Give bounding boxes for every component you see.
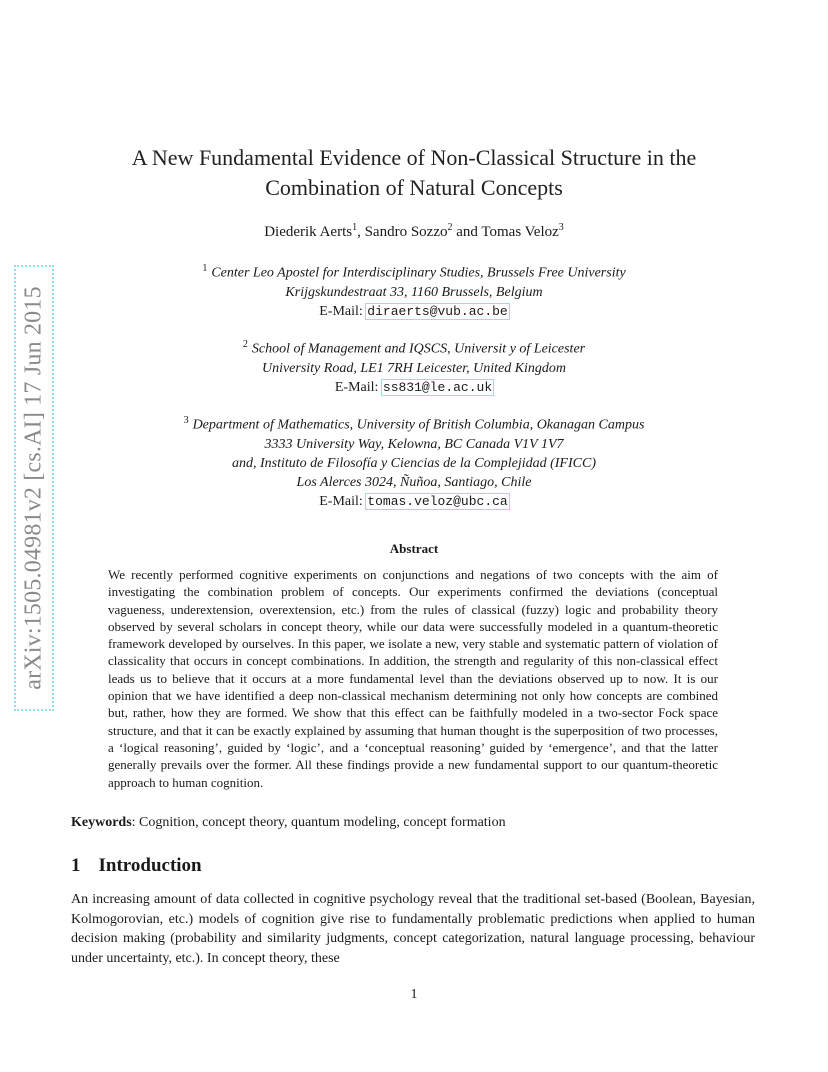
author-list [0,218,828,242]
affiliation-line: $^3$ Department of Mathematics, University of British Columbia, Okanagan Campus [183,415,645,433]
affiliation-1 [0,259,828,321]
keywords-label: Keywords [71,815,132,830]
email-row [0,302,828,321]
email-link[interactable]: diraerts@vub.ac.be [367,303,508,319]
author-name: Tomas Veloz [481,224,559,240]
keywords [71,813,761,832]
author-separator: and [452,224,482,240]
email-label: E-Mail: [319,493,363,509]
title-line-1: A New Fundamental Evidence of Non-Classical Structure in the [131,145,697,170]
email-row [0,378,828,397]
keywords-list: : Cognition, concept theory, quantum modeling, concept formation [131,815,506,830]
email-link[interactable]: tomas.veloz@ubc.ca [367,493,508,509]
affiliation-line: Los Alerces 3024, Ñuñoa, Santiago, Chile [296,474,532,490]
title-line-2: Combination of Natural Concepts [265,175,563,200]
affiliation-2 [0,335,828,397]
section-heading [71,854,202,878]
author-mark: 2 [447,222,453,233]
affiliation-line: $^2$ School of Management and IQSCS, Universit y of Leicester [242,339,586,357]
affiliation-line: Krijgskundestraat 33, 1160 Brussels, Belgium [285,284,543,300]
author-mark: 1 [352,222,358,233]
affiliation-line: $^1$ Center Leo Apostel for Interdisciplinary Studies, Brussels Free University [202,263,626,281]
email-link[interactable]: ss831@le.ac.uk [382,379,493,395]
page-number: 1 [410,987,418,1002]
email-label: E-Mail: [334,379,379,395]
email-row [0,492,828,511]
author-name: Diederik Aerts [264,224,353,240]
author-mark: 3 [558,222,564,233]
section-number: 1 [71,855,81,876]
affiliation-mark: 3 [183,415,189,426]
email-label: E-Mail: [319,303,363,319]
section-title: Introduction [98,855,202,876]
affiliation-line: and, Instituto de Filosofía y Ciencias de la Complejidad (IFICC) [232,455,596,471]
abstract-text: We recently performed cognitive experiments on conjunctions and negations of two concepts with the aim of investigating the combination problem of concepts. Our experiments confirmed the deviations (conceptual vagueness, underextension, overextension, etc.) from the rules of classical (fuzzy) logic and probability theory observed by several scholars in concept theory, while our data were successfully modeled in a quantum-theoretic framework developed by ourselves. In this paper, we isolate a new, very stable and systematic pattern of violation of classicality that occurs in concept combinations. In addition, the strength and regularity of this non-classical effect leads us to believe that it occurs at a more fundamental level than the deviations observed up to now. It is our opinion that we have identified a deep non-classical mechanism determining not only how concepts are combined but, rather, how they are formed. We show that this effect can be faithfully modeled in a two-sector Fock space structure, and that it can be exactly explained by assuming that human thought is the superposition of two processes, a ‘logical reasoning’, guided by ‘logic’, and a ‘conceptual reasoning’ guided by ‘emergence’, and that the latter generally prevails over the former. All these findings provide a new fundamental support to our quantum-theoretic approach to human cognition. [108,567,718,790]
affiliation-mark: 2 [242,339,248,350]
intro-paragraph: An increasing amount of data collected in cognitive psychology reveal that the traditional set-based (Boolean, Bayesian, Kolmogorovian, etc.) models of cognition give rise to fundamentally problematic predictions when applied to human decision making (probability and similarity judgments, concept categorization, natural language processing, behaviour under uncertainty, etc.). In concept theory, these [71,892,755,966]
affiliation-3 [0,411,828,511]
affiliation-line: 3333 University Way, Kelowna, BC Canada V1V 1V7 [264,436,564,452]
arxiv-id: arXiv:1505.04981v2 [cs.AI] 17 Jun 2015 [20,286,47,690]
abstract-heading: Abstract [389,541,439,556]
author-name: Sandro Sozzo [364,224,448,240]
paper-title [0,143,828,203]
author-separator: , [357,224,365,240]
affiliation-mark: 1 [202,263,208,274]
affiliation-line: University Road, LE1 7RH Leicester, United Kingdom [261,360,567,376]
